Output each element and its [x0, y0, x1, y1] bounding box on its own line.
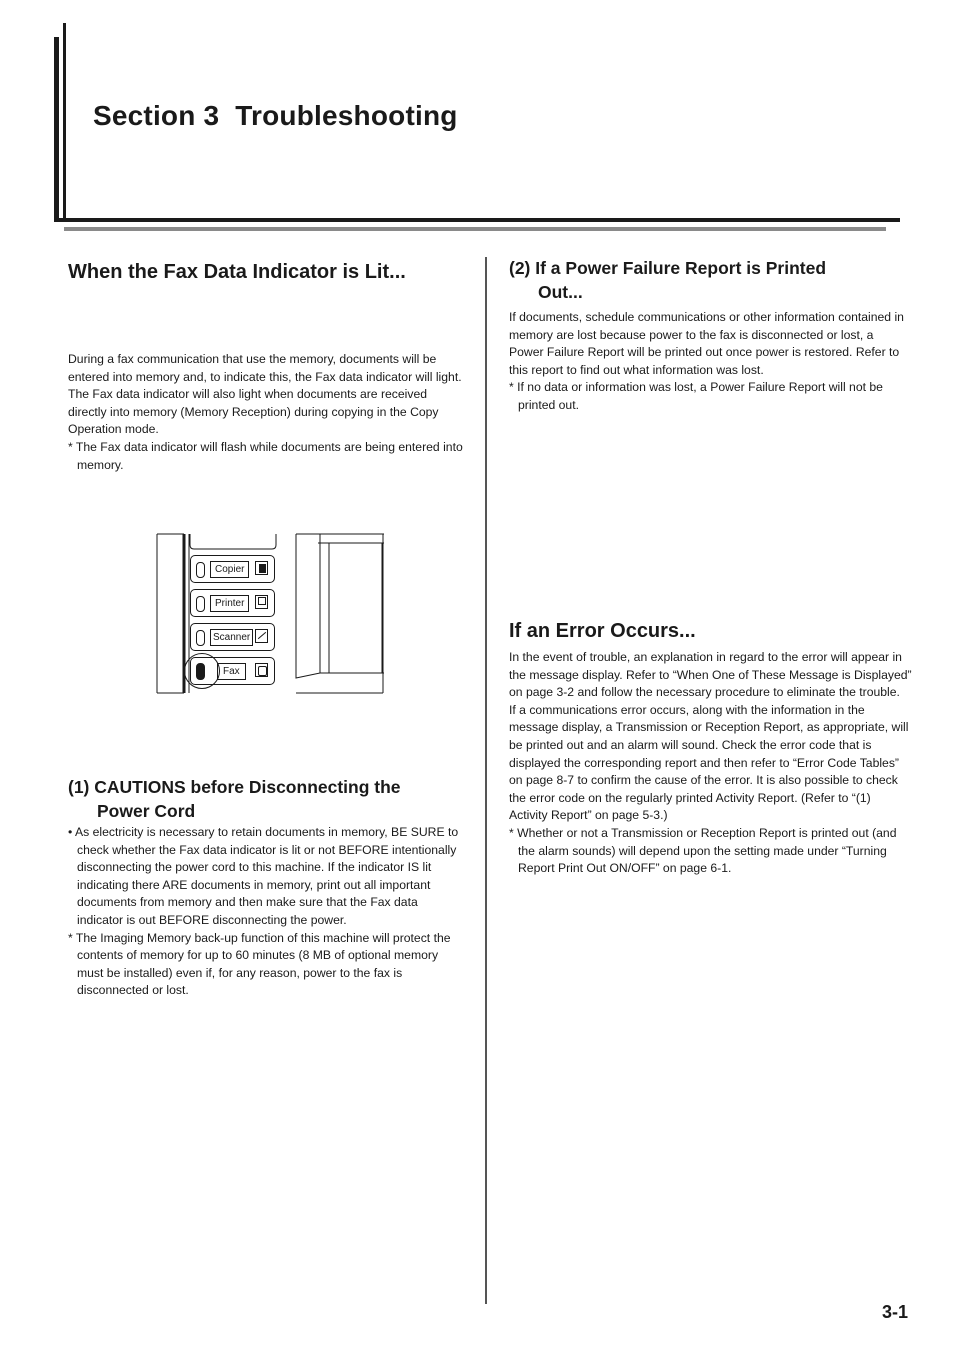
fax-button-label: Fax [217, 663, 246, 680]
cautions-body [68, 824, 466, 1000]
column-divider [485, 257, 487, 1304]
header-horizontal-rule-shadow [64, 227, 886, 231]
scanner-button-label: Scanner [210, 629, 253, 646]
error-heading: If an Error Occurs... [509, 620, 696, 642]
fax-indicator-heading: When the Fax Data Indicator is Lit... [68, 261, 406, 283]
printer-button-label: Printer [210, 595, 249, 612]
fax-indicator-body [68, 351, 468, 474]
cautions-heading [68, 775, 478, 823]
page-number: 3-1 [881, 1302, 908, 1322]
error-paragraph-1: In the event of trouble, an explanation in regard to the error will appear in the message display. Refer to “When One of These Message is Displayed” on page 3-2 and follow the necessary procedure to eliminate the trouble. [509, 650, 912, 700]
fax-indicator-paragraph: During a fax communication that use the memory, documents will be entered into memory and, to indicate this, the Fax data indicator will light. The Fax data indicator will also light when documents are received directly into memory (Memory Reception) during copying in the Copy Operation mode. [68, 352, 462, 437]
printer-indicator-lamp [196, 596, 205, 612]
scanner-indicator-lamp [196, 630, 205, 646]
printer-button [190, 589, 275, 617]
cautions-bullet: • As electricity is necessary to retain documents in memory, BE SURE to check whether the Fax data indicator is lit or not BEFORE intentionally disconnecting the power cord to this machine. If the indicator IS lit indicating there ARE documents in memory, print out all important documents from memory and then make sure that the Fax data indicator is out BEFORE disconnecting the power. [68, 825, 459, 927]
cautions-heading-line2: Power Cord [97, 801, 196, 821]
power-failure-heading-line2: Out... [538, 282, 583, 302]
header-vertical-bar-thick [54, 37, 59, 221]
printer-icon [255, 595, 268, 609]
copier-icon [255, 561, 268, 575]
scanner-icon [255, 629, 268, 643]
error-note: * Whether or not a Transmission or Reception Report is printed out (and the alarm sounds) will depend upon the setting made under “Turning Report Print Out ON/OFF” on page 6-1. [509, 825, 897, 876]
cautions-heading-line1: (1) CAUTIONS before Disconnecting the [68, 777, 401, 797]
copier-indicator-lamp [196, 562, 205, 578]
power-failure-note: * If no data or information was lost, a Power Failure Report will not be printed out. [509, 380, 883, 412]
fax-icon [255, 663, 268, 677]
power-failure-heading-line1: (2) If a Power Failure Report is Printed [509, 258, 827, 278]
cautions-note: * The Imaging Memory back-up function of this machine will protect the contents of memory for up to 60 minutes (8 MB of optional memory must be installed) even if, for any reason, power to the fax is disconnected or lost. [68, 930, 451, 998]
fax-indicator-highlight-circle [184, 653, 220, 689]
error-body [509, 649, 912, 878]
header-vertical-bar-thin [63, 23, 66, 221]
power-failure-body [509, 309, 911, 415]
scanner-button [190, 623, 275, 651]
power-failure-heading [509, 256, 919, 304]
error-paragraph-2: If a communications error occurs, along with the information in the message display, a Transmission or Reception Report, as appropriate, will be printed out and an alarm will sound. Check the error code that is displayed the corresponding report and then refer to “Error Code Tables” on page 8-7 to confirm the cause of the error. It is also possible to check the error code on the regularly printed Activity Report. (Refer to “(1) Activity Report” on page 5-3.) [509, 702, 909, 823]
section-title: Section 3 Troubleshooting [93, 100, 458, 131]
header-horizontal-rule [54, 218, 900, 222]
copier-button-label: Copier [210, 561, 249, 578]
copier-button [190, 555, 275, 583]
power-failure-paragraph: If documents, schedule communications or other information contained in memory are lost because power to the fax is disconnected or lost, a Power Failure Report will be printed out once power is restored. Refer to this report to find out what information was lost. [509, 310, 904, 377]
fax-indicator-note: * The Fax data indicator will flash while documents are being entered into memory. [68, 439, 463, 472]
